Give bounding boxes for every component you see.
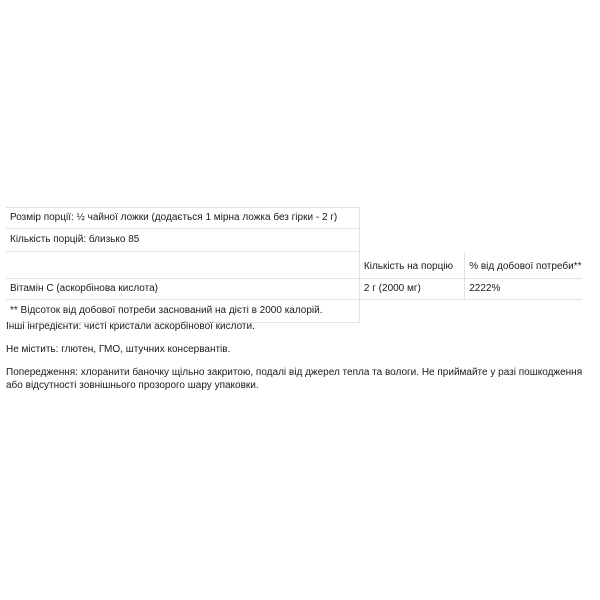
does-not-contain: [6, 343, 596, 356]
supplement-facts-table: [6, 207, 582, 323]
other-ingredients-label: Інші інгредієнти:: [6, 321, 82, 332]
other-ingredients: [6, 320, 596, 333]
nutrient-name: Вітамін C (аскорбінова кислота): [6, 279, 359, 300]
nutrient-row: [6, 279, 582, 300]
warning: [6, 366, 596, 392]
warning-value: хлоранити баночку щільно закритою, подалі від джерел тепла та вологи. Не приймайте у разі пошкодження або відсутності зовнішнього прозорого шару упаковки.: [6, 367, 583, 391]
serving-size-label: Розмір порції:: [10, 212, 74, 223]
servings-per-container-value: близько 85: [88, 234, 140, 245]
servings-per-container-label: Кількість порцій:: [10, 234, 87, 245]
nutrient-daily-value: 2222%: [465, 279, 582, 300]
column-header-row: [6, 252, 582, 279]
warning-label: Попередження:: [6, 367, 78, 378]
serving-size-row: [6, 208, 582, 229]
footnote: ** Відсоток від добової потреби заснований на дієті в 2000 калорій.: [6, 300, 359, 323]
product-notes: [6, 320, 596, 402]
serving-size-cell: [6, 208, 359, 229]
servings-per-container-row: [6, 229, 582, 252]
amount-per-serving-header: Кількість на порцію: [359, 252, 464, 279]
does-not-contain-label: Не містить:: [6, 344, 59, 355]
other-ingredients-value: чисті кристали аскорбінової кислоти.: [84, 321, 255, 332]
servings-per-container-cell: [6, 229, 359, 252]
does-not-contain-value: глютен, ГМО, штучних консервантів.: [61, 344, 231, 355]
serving-size-value: ½ чайної ложки (додається 1 мірна ложка без гірки - 2 г): [76, 212, 338, 223]
nutrient-amount: 2 г (2000 мг): [359, 279, 464, 300]
daily-value-header: % від добової потреби**: [465, 252, 582, 279]
